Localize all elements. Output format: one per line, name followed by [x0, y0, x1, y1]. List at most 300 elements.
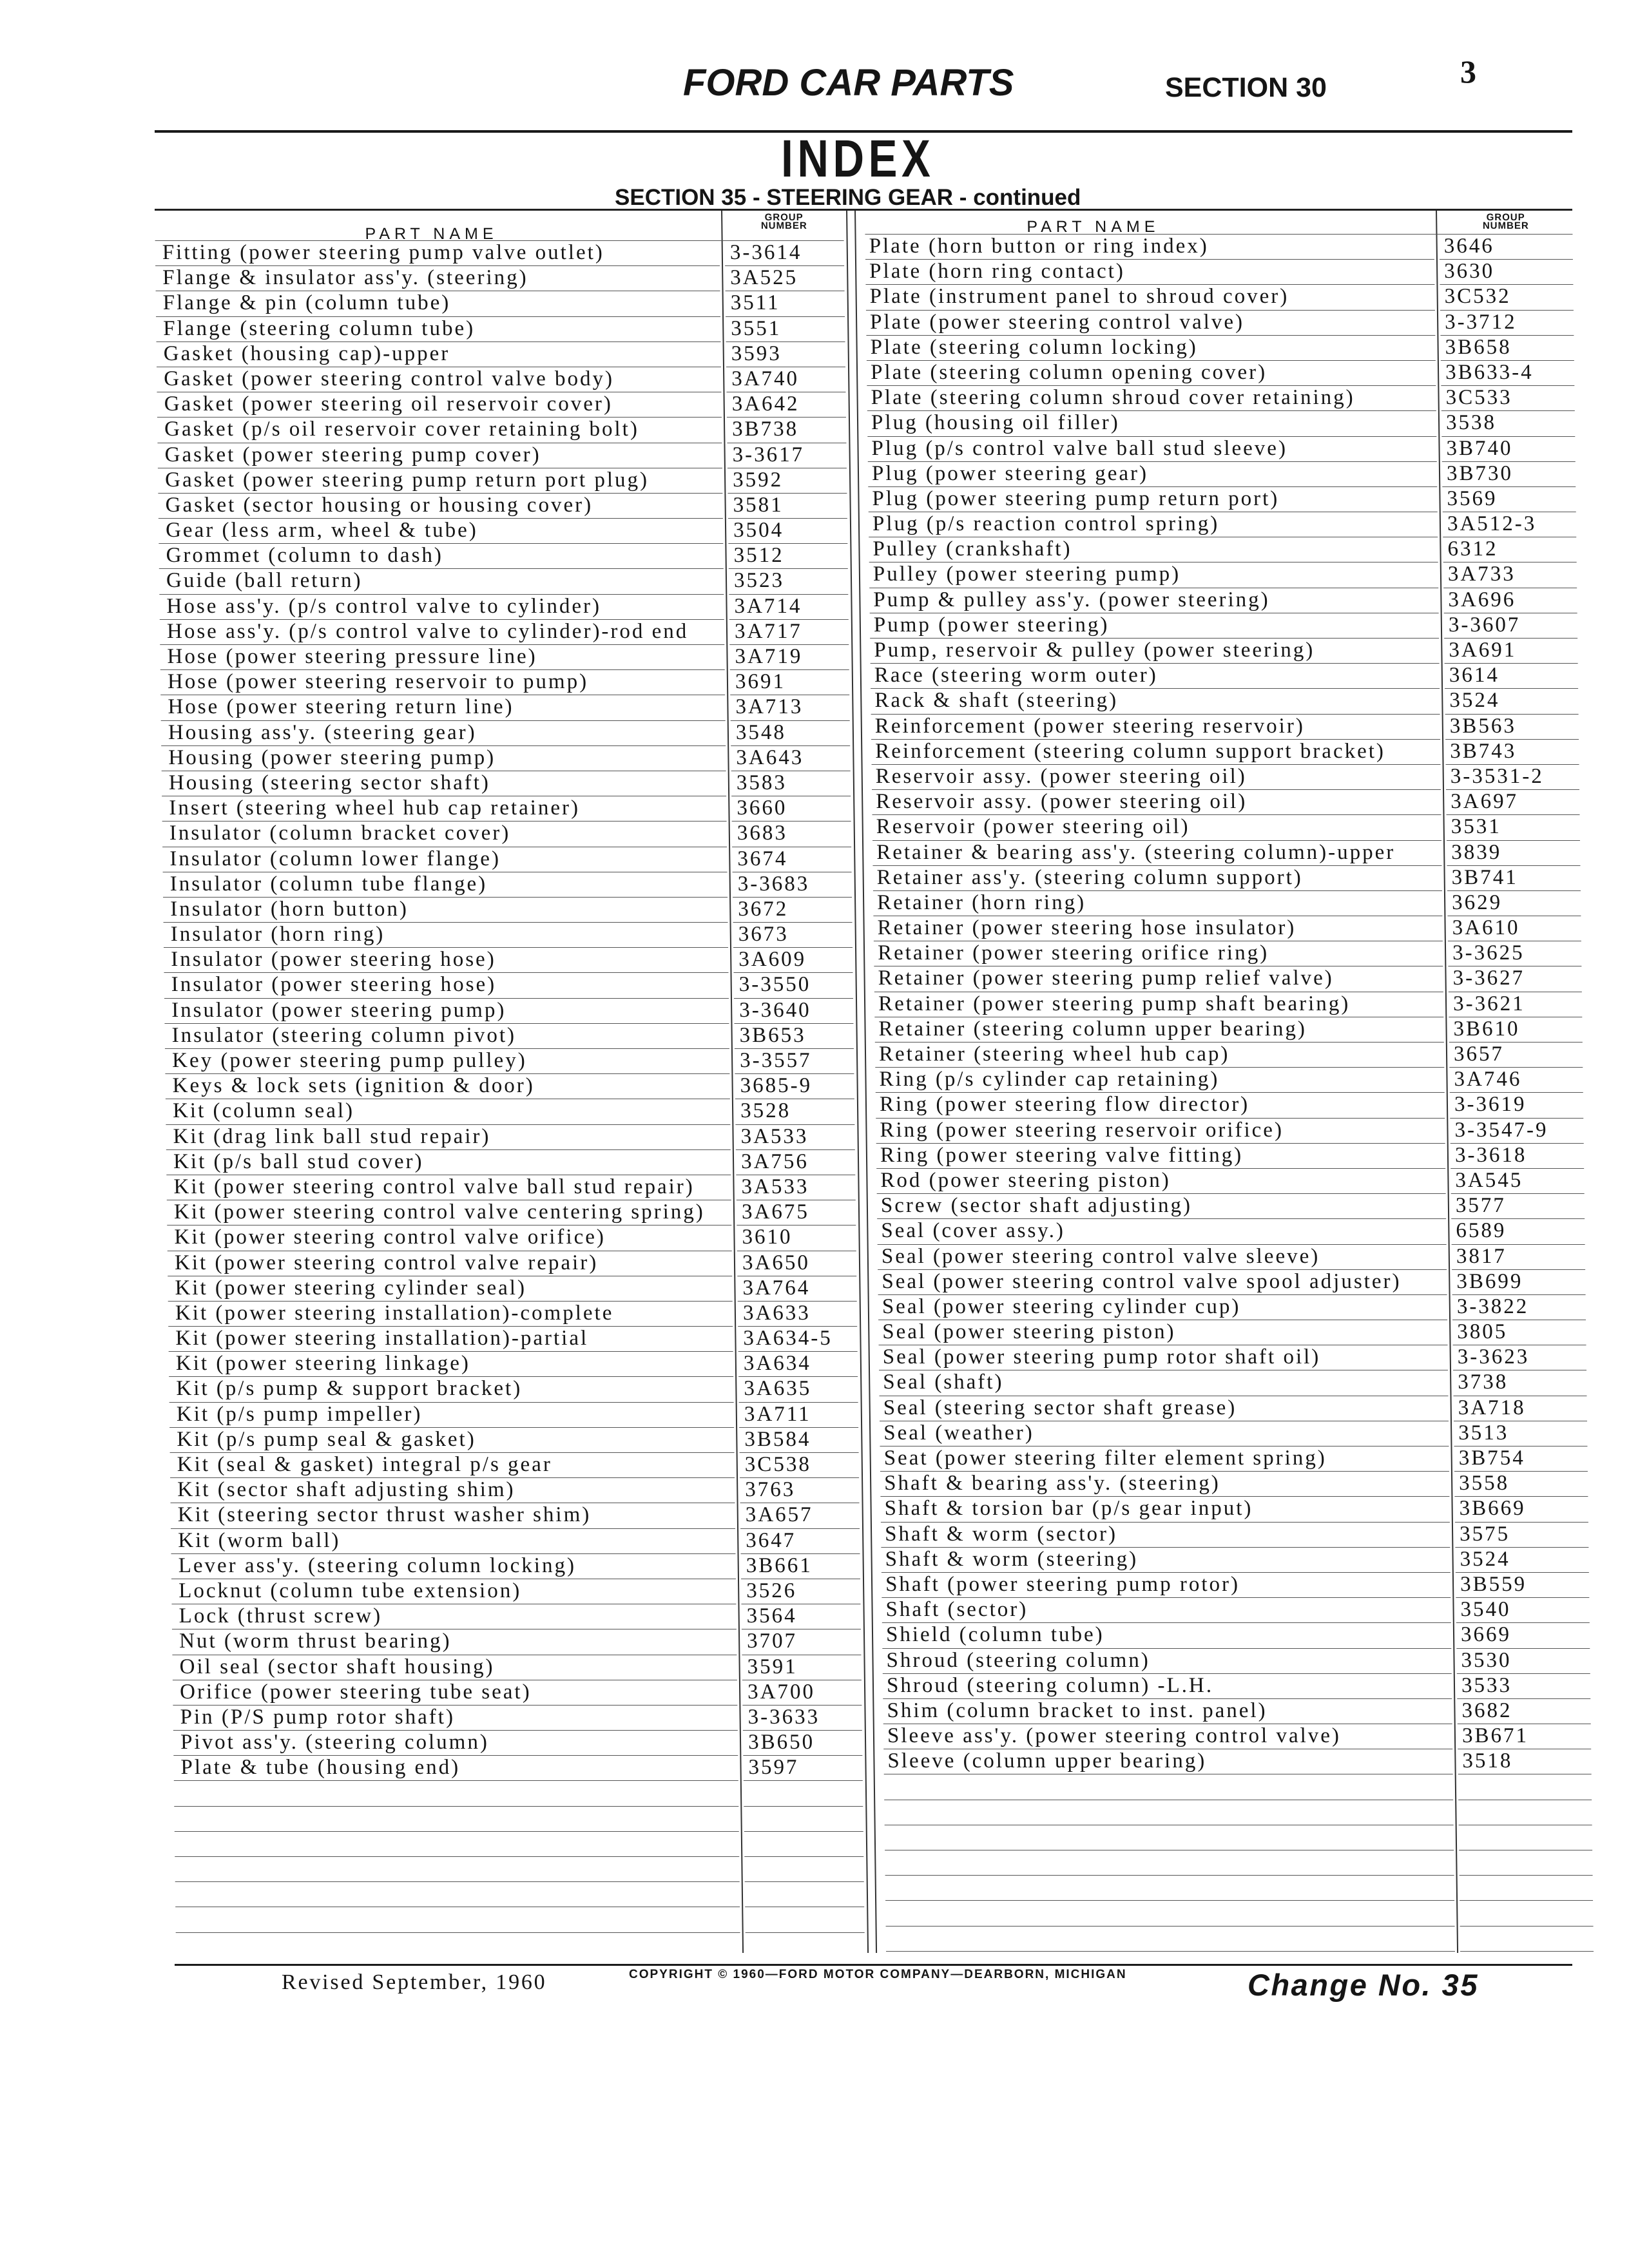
- group-number: [744, 1832, 863, 1857]
- table-row: [172, 1629, 861, 1655]
- group-number: 3817: [1452, 1245, 1585, 1270]
- group-number: 3-3640: [734, 999, 853, 1024]
- part-name: Ring (power steering flow director): [876, 1093, 1445, 1118]
- part-name: Flange (steering column tube): [156, 317, 720, 342]
- table-row: [869, 588, 1577, 613]
- group-number: 3538: [1441, 411, 1575, 436]
- part-name: Seal (steering sector shaft grease): [880, 1396, 1449, 1421]
- group-number: 3A635: [738, 1377, 858, 1402]
- group-number-header-line2: NUMBER: [1482, 220, 1529, 231]
- part-name: Reservoir (power steering oil): [872, 815, 1441, 840]
- table-row: [162, 847, 851, 872]
- group-number: 3A719: [729, 645, 849, 670]
- part-name: Kit (drag link ball stud repair): [166, 1125, 730, 1150]
- group-number: 6312: [1443, 537, 1576, 562]
- table-row: [871, 664, 1578, 689]
- part-name: Shield (column tube): [882, 1623, 1451, 1648]
- group-number: 3530: [1456, 1649, 1590, 1674]
- group-number: 3C532: [1440, 285, 1573, 310]
- column-header: [865, 211, 1572, 235]
- part-name: Kit (worm ball): [171, 1529, 735, 1554]
- part-name: Ring (power steering reservoir orifice): [876, 1119, 1445, 1144]
- part-name: Insulator (column lower flange): [162, 847, 727, 872]
- group-number: 3630: [1440, 260, 1573, 285]
- part-name: Insulator (power steering pump): [164, 999, 729, 1024]
- group-number: 3629: [1447, 891, 1581, 916]
- group-number: 3B741: [1447, 866, 1580, 891]
- part-name: Rack & shaft (steering): [871, 689, 1440, 714]
- group-number: 3763: [740, 1478, 859, 1503]
- group-number: 3528: [735, 1099, 854, 1124]
- table-row: [159, 569, 848, 594]
- part-name: Gasket (housing cap)-upper: [157, 342, 721, 367]
- part-name: [886, 1927, 1455, 1952]
- table-row: [166, 1150, 855, 1175]
- table-row: [874, 941, 1581, 966]
- table-row: [875, 1068, 1583, 1093]
- group-number: 3B669: [1454, 1497, 1588, 1522]
- part-name-header: PART NAME: [365, 225, 498, 243]
- table-row: [155, 266, 844, 291]
- group-number: [1460, 1901, 1593, 1926]
- group-number: 3548: [731, 721, 850, 746]
- table-row: [878, 1245, 1585, 1270]
- part-name: Flange & insulator ass'y. (steering): [155, 266, 720, 291]
- part-name: Reinforcement (power steering reservoir): [871, 715, 1440, 740]
- part-name: [175, 1907, 740, 1932]
- table-row: [876, 1144, 1584, 1169]
- part-name: Kit (seal & gasket) integral p/s gear: [170, 1453, 735, 1478]
- group-number: 3-3621: [1449, 992, 1582, 1017]
- part-name: [885, 1825, 1454, 1850]
- part-name: [175, 1832, 739, 1857]
- group-number: [1459, 1850, 1592, 1876]
- copyright-notice: COPYRIGHT © 1960—FORD MOTOR COMPANY—DEARBORN, MICHIGAN: [629, 1968, 1127, 1981]
- part-name: Plate (instrument panel to shroud cover): [865, 285, 1434, 310]
- group-number: [1458, 1774, 1592, 1800]
- table-row: [874, 966, 1581, 992]
- group-number: 3A717: [729, 620, 849, 645]
- group-number: 3A533: [736, 1175, 855, 1200]
- part-name: Shaft & bearing ass'y. (steering): [880, 1472, 1449, 1497]
- table-row: [880, 1421, 1587, 1446]
- part-name: Insulator (horn button): [163, 898, 728, 923]
- group-number: 3614: [1445, 664, 1578, 689]
- table-row: [882, 1649, 1590, 1674]
- group-number: 3-3625: [1448, 941, 1581, 966]
- table-row: [880, 1472, 1588, 1497]
- part-name: Plug (p/s control valve ball stud sleeve): [867, 437, 1436, 462]
- table-row: [173, 1680, 862, 1706]
- part-name: Shroud (steering column): [882, 1649, 1451, 1674]
- table-row: [867, 411, 1575, 436]
- part-name: Plug (p/s reaction control spring): [869, 512, 1438, 537]
- group-number: 3839: [1447, 841, 1580, 866]
- part-name: [885, 1901, 1454, 1926]
- table-row: [172, 1655, 861, 1680]
- group-number: 3646: [1439, 235, 1572, 260]
- table-row: [160, 670, 849, 695]
- group-number: 3660: [731, 796, 851, 822]
- part-name: Pump (power steering): [870, 613, 1439, 639]
- group-number: 3A756: [736, 1150, 855, 1175]
- table-row: [171, 1604, 860, 1629]
- part-name: [174, 1781, 738, 1806]
- part-name: Plate (steering column locking): [866, 336, 1435, 361]
- table-row: [158, 468, 847, 494]
- table-row: [872, 790, 1579, 815]
- table-row: [166, 1099, 854, 1124]
- table-row: [168, 1302, 857, 1327]
- part-name: Seal (shaft): [879, 1370, 1448, 1396]
- table-row: [874, 992, 1582, 1017]
- part-name: Nut (worm thrust bearing): [172, 1629, 737, 1655]
- table-row: [880, 1497, 1588, 1522]
- table-row: [160, 645, 849, 670]
- table-row: [870, 639, 1577, 664]
- part-name: Plate (power steering control valve): [866, 311, 1435, 336]
- group-number: 3657: [1449, 1043, 1583, 1068]
- part-name: Gasket (power steering control valve body): [157, 367, 721, 392]
- blank-ruled-row: [885, 1901, 1593, 1926]
- table-row: [161, 721, 850, 746]
- table-row: [868, 462, 1576, 487]
- group-number: 3805: [1452, 1320, 1586, 1345]
- table-row: [880, 1396, 1587, 1421]
- table-row: [871, 689, 1578, 714]
- blank-ruled-row: [886, 1927, 1594, 1952]
- part-name: Seal (power steering cylinder cup): [878, 1295, 1447, 1320]
- part-name: Sleeve (column upper bearing): [883, 1749, 1452, 1774]
- group-number: 3-3614: [725, 241, 844, 266]
- part-name: Rod (power steering piston): [876, 1169, 1445, 1194]
- group-number: [1460, 1927, 1594, 1952]
- group-number: [744, 1857, 863, 1882]
- group-number: 3A764: [737, 1276, 856, 1302]
- group-number: [745, 1907, 864, 1932]
- table-row: [869, 537, 1576, 562]
- part-name: Reinforcement (steering column support bracket): [871, 740, 1440, 765]
- table-row: [157, 392, 845, 418]
- group-number: 3597: [743, 1756, 862, 1781]
- part-name: Pin (P/S pump rotor shaft): [173, 1706, 737, 1731]
- group-number: 3A740: [726, 367, 845, 392]
- table-row: [169, 1403, 858, 1428]
- part-name: Hose ass'y. (p/s control valve to cylinder)-rod end: [160, 620, 724, 645]
- part-name: Insulator (horn ring): [164, 923, 728, 948]
- part-name: [174, 1807, 738, 1832]
- part-name: Insulator (column tube flange): [163, 872, 728, 898]
- part-name: Kit (p/s ball stud cover): [166, 1150, 731, 1175]
- part-name: Retainer (power steering pump shaft bearing): [874, 992, 1443, 1017]
- group-number: 3B563: [1445, 715, 1579, 740]
- group-number: 3B650: [743, 1731, 862, 1756]
- group-number: 3B653: [734, 1024, 853, 1049]
- part-name: Plug (power steering gear): [868, 462, 1437, 487]
- part-name: Kit (steering sector thrust washer shim): [171, 1503, 735, 1528]
- group-number: 3A675: [737, 1200, 856, 1225]
- table-row: [875, 1043, 1583, 1068]
- part-name: Seal (power steering control valve sleeve): [878, 1245, 1447, 1270]
- group-number: 3512: [728, 544, 847, 569]
- part-name: [175, 1882, 740, 1907]
- group-number: 3A609: [733, 948, 853, 973]
- table-row: [169, 1377, 858, 1402]
- group-number: 3B661: [741, 1554, 860, 1579]
- group-number: 3-3627: [1448, 966, 1581, 992]
- part-name: Pivot ass'y. (steering column): [173, 1731, 738, 1756]
- part-name: Grommet (column to dash): [159, 544, 723, 569]
- table-row: [164, 923, 853, 948]
- blank-ruled-row: [884, 1800, 1592, 1825]
- part-name: Guide (ball return): [159, 569, 724, 594]
- part-name: Housing (power steering pump): [161, 746, 726, 771]
- group-number: 3583: [731, 771, 851, 796]
- group-number: 3-3619: [1450, 1093, 1583, 1118]
- group-number: 3A718: [1454, 1396, 1587, 1421]
- table-row: [171, 1529, 860, 1554]
- group-number: 3577: [1451, 1194, 1585, 1219]
- table-row: [164, 973, 853, 998]
- part-name: Keys & lock sets (ignition & door): [165, 1074, 729, 1099]
- table-row: [881, 1523, 1588, 1548]
- part-name: Pulley (power steering pump): [869, 562, 1438, 588]
- table-row: [173, 1731, 862, 1756]
- group-number: 3A545: [1451, 1169, 1584, 1194]
- part-name: Insulator (steering column pivot): [164, 1024, 729, 1049]
- group-number: 3558: [1454, 1472, 1588, 1497]
- table-row: [876, 1119, 1583, 1144]
- group-number: 3A746: [1449, 1068, 1583, 1093]
- table-row: [162, 822, 851, 847]
- table-row: [160, 620, 849, 645]
- parts-index-table: [155, 209, 1594, 1953]
- group-number: [744, 1781, 863, 1806]
- index-title: [697, 129, 1019, 189]
- group-number: 3-3547-9: [1450, 1119, 1583, 1144]
- part-name: [884, 1774, 1453, 1800]
- table-row: [880, 1446, 1587, 1472]
- group-number: 3A714: [729, 595, 848, 620]
- table-row: [877, 1219, 1585, 1244]
- group-number: 6589: [1451, 1219, 1585, 1244]
- part-name: Seal (power steering pump rotor shaft oil): [879, 1345, 1448, 1370]
- section-label: SECTION 30: [1165, 72, 1327, 103]
- group-number: 3B559: [1456, 1573, 1589, 1598]
- group-number: 3707: [742, 1629, 861, 1655]
- left-rows: [155, 241, 865, 1933]
- column-header: [155, 211, 844, 241]
- part-name: Plate (horn button or ring index): [865, 235, 1434, 260]
- group-number: 3647: [740, 1529, 860, 1554]
- part-name: Sleeve ass'y. (power steering control valve): [883, 1724, 1452, 1749]
- part-name: Insulator (column bracket cover): [162, 822, 727, 847]
- group-number: 3524: [1445, 689, 1578, 714]
- group-number: 3A634: [738, 1352, 858, 1377]
- group-number: 3A696: [1443, 588, 1577, 613]
- group-number: 3513: [1454, 1421, 1587, 1446]
- group-number: 3B743: [1445, 740, 1579, 765]
- table-row: [165, 1074, 854, 1099]
- group-number: 3A733: [1443, 562, 1577, 588]
- part-name: Seal (cover assy.): [877, 1219, 1446, 1244]
- part-name: Retainer (steering wheel hub cap): [875, 1043, 1444, 1068]
- part-name: Kit (power steering control valve repair): [168, 1251, 732, 1276]
- group-number-header-line1: GROUP: [1486, 212, 1525, 223]
- group-number: 3551: [726, 317, 845, 342]
- group-number: 3518: [1458, 1749, 1591, 1774]
- table-row: [882, 1598, 1589, 1623]
- table-row: [161, 746, 850, 771]
- part-name: [884, 1800, 1453, 1825]
- table-row: [874, 1017, 1582, 1043]
- part-name: Seat (power steering filter element spring): [880, 1446, 1449, 1472]
- part-name: Kit (p/s pump impeller): [169, 1403, 734, 1428]
- group-number: 3A713: [730, 695, 849, 720]
- group-number: 3593: [726, 342, 845, 367]
- index-title-text: INDEX: [780, 130, 935, 188]
- group-number: 3A642: [726, 392, 845, 418]
- table-row: [878, 1270, 1585, 1295]
- group-number: 3683: [732, 822, 851, 847]
- table-row: [878, 1295, 1586, 1320]
- table-row: [170, 1478, 859, 1503]
- part-name: Retainer (power steering orifice ring): [874, 941, 1443, 966]
- part-name: Pump, reservoir & pulley (power steering): [870, 639, 1439, 664]
- part-name: Lock (thrust screw): [171, 1604, 736, 1629]
- part-name: Key (power steering pump pulley): [165, 1049, 729, 1074]
- revision-date: Revised September, 1960: [282, 1970, 547, 1994]
- group-number: 3591: [742, 1655, 861, 1680]
- part-name: Gasket (power steering pump cover): [157, 443, 722, 468]
- group-number-header-line2: NUMBER: [760, 220, 807, 231]
- group-number: 3A525: [725, 266, 844, 291]
- group-number: 3685-9: [735, 1074, 854, 1099]
- table-row: [162, 796, 851, 822]
- group-number: 3B754: [1454, 1446, 1587, 1472]
- group-number: 3C533: [1441, 386, 1574, 411]
- table-row: [877, 1194, 1585, 1219]
- part-name: Kit (p/s pump seal & gasket): [169, 1428, 734, 1453]
- group-number: 3674: [732, 847, 851, 872]
- part-name: [175, 1857, 739, 1882]
- part-name: Seal (power steering control valve spool adjuster): [878, 1270, 1447, 1295]
- part-name: Kit (p/s pump & support bracket): [169, 1377, 733, 1402]
- group-number: 3-3550: [733, 973, 853, 998]
- group-number: 3581: [728, 494, 847, 519]
- part-name: Hose ass'y. (p/s control valve to cylinder): [159, 595, 724, 620]
- table-row: [159, 595, 848, 620]
- table-row: [883, 1724, 1591, 1749]
- group-number: 3A711: [739, 1403, 858, 1428]
- group-number: 3A512-3: [1443, 512, 1576, 537]
- table-row: [160, 695, 849, 720]
- group-number: 3C538: [740, 1453, 859, 1478]
- group-number: 3-3607: [1444, 613, 1577, 639]
- group-number: 3511: [726, 291, 845, 316]
- part-name: Locknut (column tube extension): [171, 1579, 736, 1604]
- part-name: Reservoir assy. (power steering oil): [872, 765, 1441, 790]
- blank-ruled-row: [174, 1807, 863, 1832]
- group-number: 3-3633: [742, 1706, 862, 1731]
- group-number: 3673: [733, 923, 853, 948]
- group-number: [1458, 1800, 1592, 1825]
- part-name: Pump & pulley ass'y. (power steering): [869, 588, 1438, 613]
- table-row: [162, 771, 851, 796]
- part-name: Seal (weather): [880, 1421, 1449, 1446]
- catalog-title: FORD CAR PARTS: [683, 62, 1014, 104]
- part-name: Retainer (power steering pump relief valve): [874, 966, 1443, 992]
- part-name: Housing ass'y. (steering gear): [161, 721, 726, 746]
- part-name: Kit (power steering installation)-partial: [168, 1327, 733, 1352]
- table-row: [883, 1674, 1590, 1699]
- table-row: [170, 1453, 859, 1478]
- footer-rule: [175, 1964, 1572, 1966]
- table-row: [869, 562, 1577, 588]
- part-name: Hose (power steering reservoir to pump): [160, 670, 725, 695]
- table-row: [868, 487, 1576, 512]
- part-name: Gear (less arm, wheel & tube): [159, 519, 723, 544]
- part-name: Gasket (sector housing or housing cover): [158, 494, 722, 519]
- table-row: [878, 1320, 1586, 1345]
- part-name: Insulator (power steering hose): [164, 948, 728, 973]
- blank-ruled-row: [885, 1850, 1592, 1876]
- table-row: [171, 1579, 860, 1604]
- blank-ruled-row: [884, 1774, 1592, 1800]
- part-name: Plate (steering column opening cover): [867, 361, 1436, 386]
- group-number: 3592: [728, 468, 847, 494]
- part-name: Seal (power steering piston): [878, 1320, 1447, 1345]
- group-number: 3669: [1456, 1623, 1590, 1648]
- part-name: Oil seal (sector shaft housing): [172, 1655, 737, 1680]
- group-number: 3682: [1457, 1699, 1590, 1724]
- table-row: [882, 1573, 1589, 1598]
- part-name: Gasket (p/s oil reservoir cover retaining bolt): [157, 418, 722, 443]
- table-row: [865, 285, 1573, 310]
- part-name: Retainer & bearing ass'y. (steering column)-upper: [872, 841, 1441, 866]
- table-row: [168, 1251, 856, 1276]
- table-row: [158, 494, 847, 519]
- part-name: Kit (power steering cylinder seal): [168, 1276, 732, 1302]
- group-number: 3564: [741, 1604, 860, 1629]
- table-row: [871, 715, 1579, 740]
- blank-ruled-row: [174, 1781, 863, 1806]
- table-row: [865, 235, 1572, 260]
- table-row: [167, 1200, 856, 1225]
- part-name: Screw (sector shaft adjusting): [877, 1194, 1446, 1219]
- group-number: 3B730: [1442, 462, 1576, 487]
- blank-ruled-row: [175, 1832, 863, 1857]
- part-name: Kit (power steering control valve ball stud repair): [166, 1175, 731, 1200]
- group-number: 3569: [1442, 487, 1576, 512]
- table-row: [167, 1225, 856, 1251]
- group-number: 3-3617: [727, 443, 846, 468]
- group-number: 3A700: [742, 1680, 862, 1706]
- group-number: 3575: [1455, 1523, 1588, 1548]
- group-number: 3A691: [1444, 639, 1577, 664]
- group-number-header-line1: GROUP: [764, 212, 804, 223]
- table-row: [165, 1049, 854, 1074]
- part-name: Lever ass'y. (steering column locking): [171, 1554, 736, 1579]
- table-row: [164, 948, 853, 973]
- group-number: [1459, 1825, 1592, 1850]
- left-index-column: [155, 211, 865, 1933]
- group-number: 3A650: [737, 1251, 856, 1276]
- part-name: Flange & pin (column tube): [156, 291, 720, 316]
- table-row: [872, 815, 1580, 840]
- group-number: [744, 1807, 863, 1832]
- table-row: [867, 437, 1575, 462]
